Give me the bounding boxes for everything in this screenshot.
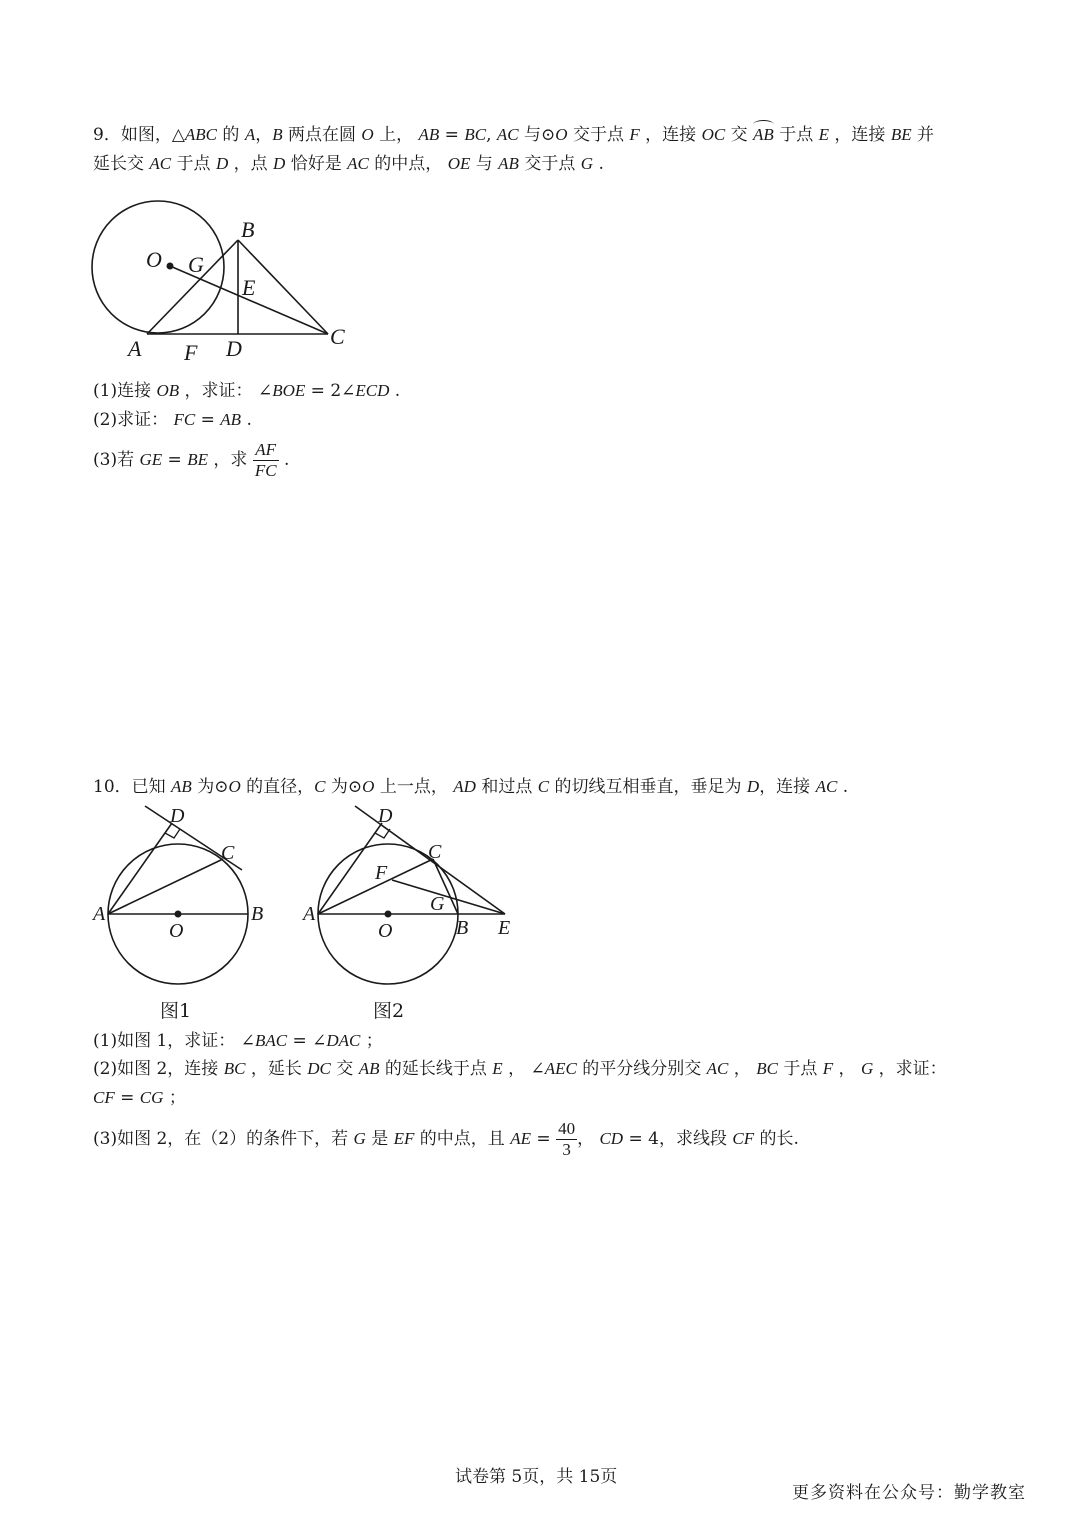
q9-label-g: G (188, 252, 204, 277)
q10-fig2-label-c: C (428, 841, 442, 863)
q10-fig1-label-d: D (170, 805, 185, 827)
q10-fig2-bisector-ef (392, 880, 505, 914)
q10-fig1-label-a: A (93, 903, 106, 925)
q10-fig2-label-f: F (375, 862, 388, 884)
q9-label-d: D (226, 336, 242, 361)
q9-label-a: A (128, 336, 142, 361)
q10-figure-1-caption: 图1 (160, 1000, 192, 1022)
q9-stem-line-2: 延长交 AC 于点 D ，点 D 恰好是 AC 的中点， OE 与 AB 交于点 G . (93, 154, 604, 174)
q10-figure-2-caption: 图2 (373, 1000, 405, 1022)
q10-part-2-continued: CF = CG ； (93, 1088, 186, 1108)
fraction-af-fc: $\frac{AF}{FC}$ (254, 440, 277, 480)
q10-fig2-label-a: A (303, 903, 316, 925)
q9-label-b: B (241, 217, 255, 242)
watermark-text: 更多资料在公众号：勤学教室 (792, 1483, 1026, 1503)
q10-part-3: (3)如图 2，在（2）的条件下，若 G 是 EF 的中点，且 AE = $\frac{40}{3}$ ， CD = 4，求线段 CF 的长. (93, 1119, 799, 1159)
q9-part-1: (1)连接 OB ，求证： ∠BOE = 2∠ECD . (93, 381, 401, 401)
q10-fig2-label-d: D (378, 805, 393, 827)
q10-fig2-label-g: G (430, 893, 445, 915)
q9-part-3: (3)若 GE = BE ，求 $\frac{AF}{FC}$ . (93, 440, 290, 480)
q10-stem-line-1: 10．已知 AB 为⊙O 的直径，C 为⊙O 上一点， AD 和过点 C 的切线互相垂直，垂足为 D，连接 AC . (93, 777, 849, 797)
q10-part-2: (2)如图 2，连接 BC ，延长 DC 交 AB 的延长线于点 E ， ∠AEC 的平分线分别交 AC ， BC 于点 F ， G ，求证： (93, 1059, 947, 1079)
q10-fig1-label-c: C (221, 842, 235, 864)
q10-figure-1 (90, 800, 270, 990)
q10-fig2-segment-ad (318, 823, 382, 914)
q9-figure (88, 200, 368, 375)
q9-part-2: (2)求证： FC = AB . (93, 410, 252, 430)
q9-point-o (167, 263, 174, 270)
q9-label-f: F (184, 340, 198, 365)
q10-fig1-label-b: B (251, 903, 264, 925)
q9-label-c: C (330, 324, 345, 349)
q10-fig1-label-o: O (169, 920, 184, 942)
q10-fig1-point-o (175, 911, 182, 918)
q10-fig1-segment-ad (108, 823, 172, 914)
arc-ab: AB (753, 125, 774, 144)
fraction-40-3: $\frac{40}{3}$ (558, 1119, 576, 1159)
q9-stem-line-1: 9．如图，△ABC 的 A，B 两点在圆 O 上， AB = BC, AC 与⊙O 交于点 F ，连接 OC 交 AB 于点 E ，连接 BE 并 (93, 125, 934, 145)
q10-fig2-point-o (385, 911, 392, 918)
q10-fig2-label-b: B (456, 917, 469, 939)
q9-label-o: O (146, 247, 162, 272)
q10-fig2-label-e: E (498, 917, 511, 939)
q9-label-e: E (242, 275, 256, 300)
page-footer: 试卷第 5页，共 15页 (455, 1467, 618, 1487)
q10-figure-2 (300, 800, 525, 990)
q10-part-1: (1)如图 1，求证： ∠BAC = ∠DAC ； (93, 1031, 383, 1051)
q10-fig2-label-o: O (378, 920, 393, 942)
